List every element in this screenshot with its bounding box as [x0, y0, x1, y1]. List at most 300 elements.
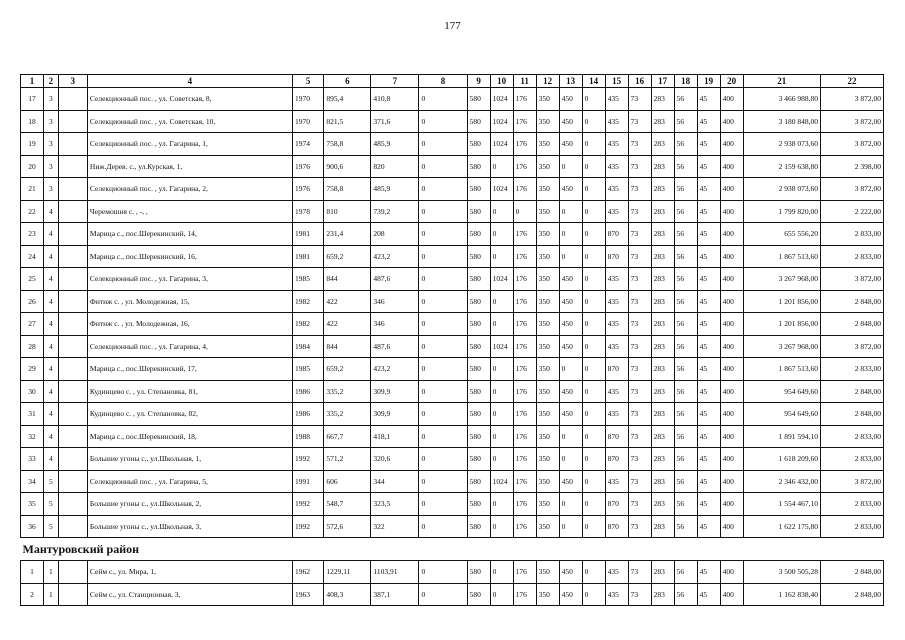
table-cell: 1985	[292, 268, 323, 291]
table-cell: 23	[21, 223, 44, 246]
table-cell: 1970	[292, 110, 323, 133]
table-cell: 435	[605, 561, 628, 584]
table-cell: Сейм с., ул. Мира, 1,	[87, 561, 292, 584]
table-cell: 3	[44, 88, 59, 111]
table-cell: 571,2	[324, 448, 371, 471]
table-cell: 3 872,00	[821, 268, 884, 291]
table-cell: 283	[651, 448, 674, 471]
table-cell: 18	[21, 110, 44, 133]
table-cell: 870	[605, 448, 628, 471]
table-cell: 4	[44, 268, 59, 291]
table-cell: 45	[697, 403, 720, 426]
table-cell: 410,8	[371, 88, 419, 111]
table-cell: 1988	[292, 425, 323, 448]
table-cell: 73	[628, 155, 651, 178]
table-cell: 0	[559, 200, 582, 223]
table-cell: 0	[582, 133, 605, 156]
table-cell: 895,4	[324, 88, 371, 111]
table-cell: 1024	[490, 178, 513, 201]
table-cell: 309,9	[371, 403, 419, 426]
table-cell: 0	[419, 200, 467, 223]
table-row	[21, 448, 884, 471]
table-cell: 283	[651, 133, 674, 156]
table-cell: Селекционный пос. , ул. Гагарина, 4,	[87, 335, 292, 358]
table-cell: 870	[605, 425, 628, 448]
table-cell: 400	[720, 155, 743, 178]
table-cell: 580	[467, 223, 490, 246]
table-cell: 0	[419, 335, 467, 358]
table-cell: 400	[720, 335, 743, 358]
table-cell: 400	[720, 583, 743, 606]
table-cell: 400	[720, 403, 743, 426]
table-cell: 0	[490, 313, 513, 336]
table-cell: 346	[371, 313, 419, 336]
table-row	[21, 583, 884, 606]
table-cell: 1 618 209,60	[743, 448, 820, 471]
table-cell: 870	[605, 245, 628, 268]
table-cell: 580	[467, 380, 490, 403]
table-cell: Марица с., пос.Шерекинский, 16,	[87, 245, 292, 268]
table-cell: 810	[324, 200, 371, 223]
table-cell: 400	[720, 133, 743, 156]
table-cell: 580	[467, 515, 490, 538]
table-cell: 350	[536, 200, 559, 223]
table-row	[21, 110, 884, 133]
table-cell: 73	[628, 223, 651, 246]
table-cell: 45	[697, 425, 720, 448]
table-cell: 580	[467, 200, 490, 223]
table-cell: 45	[697, 313, 720, 336]
table-cell: 283	[651, 178, 674, 201]
table-cell: 56	[674, 515, 697, 538]
table-cell: 1 201 856,00	[743, 290, 820, 313]
table-cell: 56	[674, 245, 697, 268]
table-cell: 3 267 968,00	[743, 335, 820, 358]
table-cell: 0	[582, 448, 605, 471]
table-cell: 322	[371, 515, 419, 538]
table-cell: 3	[44, 155, 59, 178]
table-cell: 954 649,60	[743, 403, 820, 426]
table-cell: 0	[582, 88, 605, 111]
table-cell: 0	[582, 290, 605, 313]
table-cell: 400	[720, 358, 743, 381]
table-cell: 870	[605, 493, 628, 516]
column-header: 19	[697, 75, 720, 88]
table-cell: 450	[559, 133, 582, 156]
table-cell: 580	[467, 493, 490, 516]
table-cell: 423,2	[371, 245, 419, 268]
table-cell: 2 833,00	[821, 448, 884, 471]
table-cell: 45	[697, 178, 720, 201]
table-cell: 5	[44, 493, 59, 516]
table-cell: 56	[674, 133, 697, 156]
table-cell: 2 938 073,60	[743, 133, 820, 156]
table-cell: 2 848,00	[821, 403, 884, 426]
table-cell: 0	[419, 448, 467, 471]
table-cell: 435	[605, 335, 628, 358]
table-cell: 0	[582, 561, 605, 584]
table-cell: 1024	[490, 470, 513, 493]
table-cell: 1991	[292, 470, 323, 493]
table-row	[21, 200, 884, 223]
table-cell: 45	[697, 133, 720, 156]
buildings-table	[20, 74, 884, 606]
table-cell: 4	[44, 425, 59, 448]
table-row	[21, 133, 884, 156]
table-cell: 45	[697, 88, 720, 111]
table-cell: 0	[419, 313, 467, 336]
table-cell: 73	[628, 380, 651, 403]
column-header: 14	[582, 75, 605, 88]
table-body	[21, 88, 884, 606]
table-cell: 2 346 432,00	[743, 470, 820, 493]
table-cell	[58, 110, 87, 133]
table-cell: 400	[720, 515, 743, 538]
table-cell: 3	[44, 133, 59, 156]
table-cell	[58, 245, 87, 268]
table-cell: 0	[559, 155, 582, 178]
table-cell: 572,6	[324, 515, 371, 538]
table-cell: 0	[582, 358, 605, 381]
table-cell: 0	[559, 425, 582, 448]
table-cell: 350	[536, 561, 559, 584]
table-cell: 73	[628, 245, 651, 268]
table-cell: 659,2	[324, 245, 371, 268]
table-cell	[58, 515, 87, 538]
table-cell: 176	[513, 88, 536, 111]
table-cell	[58, 561, 87, 584]
table-cell: 0	[490, 358, 513, 381]
table-cell: 73	[628, 290, 651, 313]
column-header: 7	[371, 75, 419, 88]
table-cell: 4	[44, 358, 59, 381]
table-cell: 400	[720, 425, 743, 448]
table-cell: 580	[467, 313, 490, 336]
table-cell: 283	[651, 223, 674, 246]
table-cell: 0	[419, 380, 467, 403]
table-cell: 1962	[292, 561, 323, 584]
table-cell: 2 833,00	[821, 245, 884, 268]
table-cell	[58, 223, 87, 246]
table-cell: 17	[21, 88, 44, 111]
table-cell: 56	[674, 425, 697, 448]
table-row	[21, 493, 884, 516]
table-cell: 283	[651, 583, 674, 606]
table-cell: 0	[490, 223, 513, 246]
table-cell: 2	[21, 583, 44, 606]
table-cell: 1 891 594,10	[743, 425, 820, 448]
table-cell: 739,2	[371, 200, 419, 223]
table-cell: 450	[559, 110, 582, 133]
table-cell: 548,7	[324, 493, 371, 516]
table-cell: 323,5	[371, 493, 419, 516]
table-cell: 667,7	[324, 425, 371, 448]
table-cell: 435	[605, 290, 628, 313]
table-cell: 0	[419, 515, 467, 538]
table-cell: 350	[536, 335, 559, 358]
table-row	[21, 425, 884, 448]
column-header: 6	[324, 75, 371, 88]
table-cell	[58, 268, 87, 291]
table-cell: 208	[371, 223, 419, 246]
table-cell: 283	[651, 335, 674, 358]
table-cell: 25	[21, 268, 44, 291]
table-cell: 3 466 988,80	[743, 88, 820, 111]
table-cell: 176	[513, 110, 536, 133]
table-cell: 1981	[292, 245, 323, 268]
column-header: 20	[720, 75, 743, 88]
table-cell: 0	[419, 223, 467, 246]
table-cell: 73	[628, 493, 651, 516]
table-cell: 435	[605, 200, 628, 223]
table-cell: 27	[21, 313, 44, 336]
table-cell	[58, 313, 87, 336]
table-cell: 45	[697, 358, 720, 381]
table-cell: Большие угоны с., ул.Школьная, 1,	[87, 448, 292, 471]
table-cell: 371,6	[371, 110, 419, 133]
table-cell: 1 554 467,10	[743, 493, 820, 516]
table-cell: 400	[720, 493, 743, 516]
table-cell: 283	[651, 200, 674, 223]
table-cell: 580	[467, 268, 490, 291]
table-cell: 283	[651, 245, 674, 268]
column-header: 4	[87, 75, 292, 88]
column-header: 11	[513, 75, 536, 88]
table-cell: 435	[605, 178, 628, 201]
table-cell: Большие угоны с., ул.Школьная, 3,	[87, 515, 292, 538]
table-cell: 580	[467, 110, 490, 133]
table-cell: 176	[513, 335, 536, 358]
table-cell: 0	[419, 493, 467, 516]
table-cell: 0	[419, 178, 467, 201]
table-cell: 73	[628, 561, 651, 584]
table-cell: 350	[536, 380, 559, 403]
table-cell: 350	[536, 110, 559, 133]
table-cell: 485,9	[371, 133, 419, 156]
table-cell: 45	[697, 268, 720, 291]
table-cell: 400	[720, 313, 743, 336]
table-cell: 344	[371, 470, 419, 493]
table-cell: 435	[605, 583, 628, 606]
table-cell: 1103,91	[371, 561, 419, 584]
column-header: 12	[536, 75, 559, 88]
table-cell: 0	[582, 200, 605, 223]
table-cell	[58, 155, 87, 178]
table-cell: 56	[674, 470, 697, 493]
table-cell: 176	[513, 358, 536, 381]
table-cell: 350	[536, 448, 559, 471]
table-row	[21, 470, 884, 493]
table-cell: 4	[44, 290, 59, 313]
table-cell: 73	[628, 178, 651, 201]
table-cell: 56	[674, 493, 697, 516]
table-row	[21, 178, 884, 201]
table-cell: 350	[536, 403, 559, 426]
table-cell: 335,2	[324, 403, 371, 426]
table-cell: 0	[559, 223, 582, 246]
table-cell: 283	[651, 493, 674, 516]
table-cell: 0	[490, 583, 513, 606]
table-cell: 0	[490, 403, 513, 426]
table-cell: 2 159 638,80	[743, 155, 820, 178]
table-cell: 580	[467, 155, 490, 178]
table-cell: 32	[21, 425, 44, 448]
table-cell: 821,5	[324, 110, 371, 133]
table-cell: 0	[490, 155, 513, 178]
table-cell: 73	[628, 425, 651, 448]
column-header: 2	[44, 75, 59, 88]
table-cell: 350	[536, 155, 559, 178]
table-cell: 0	[582, 493, 605, 516]
table-cell: 435	[605, 268, 628, 291]
table-cell: 45	[697, 493, 720, 516]
table-cell: 73	[628, 403, 651, 426]
table-cell: 0	[490, 380, 513, 403]
table-cell: 283	[651, 155, 674, 178]
table-row	[21, 223, 884, 246]
table-cell: 19	[21, 133, 44, 156]
table-cell: 2 848,00	[821, 380, 884, 403]
table-cell: 4	[44, 335, 59, 358]
table-cell: 56	[674, 561, 697, 584]
table-cell	[58, 335, 87, 358]
table-cell: 1229,11	[324, 561, 371, 584]
table-cell: 0	[419, 425, 467, 448]
table-cell: 0	[419, 110, 467, 133]
table-cell: 45	[697, 223, 720, 246]
table-cell: 350	[536, 223, 559, 246]
table-cell	[58, 583, 87, 606]
table-cell: Ниж.Дерев. с., ул.Курская, 1,	[87, 155, 292, 178]
table-cell: 176	[513, 155, 536, 178]
table-row	[21, 155, 884, 178]
table-cell: 870	[605, 358, 628, 381]
table-cell: 176	[513, 561, 536, 584]
table-cell: 56	[674, 403, 697, 426]
table-cell: 450	[559, 403, 582, 426]
table-cell: 56	[674, 380, 697, 403]
table-cell: 400	[720, 448, 743, 471]
table-cell: 0	[582, 178, 605, 201]
table-cell: 400	[720, 200, 743, 223]
table-cell: 56	[674, 313, 697, 336]
table-cell: 0	[559, 515, 582, 538]
table-cell: 350	[536, 583, 559, 606]
table-cell: 400	[720, 110, 743, 133]
table-cell: 0	[582, 515, 605, 538]
table-cell: 0	[419, 358, 467, 381]
table-cell: 870	[605, 223, 628, 246]
column-header: 21	[743, 75, 820, 88]
table-cell: Черемошня с. , -, ,	[87, 200, 292, 223]
table-cell: 3 872,00	[821, 88, 884, 111]
table-cell: 0	[490, 290, 513, 313]
table-cell: Марица с., пос.Шерекинский, 14,	[87, 223, 292, 246]
table-cell: 350	[536, 133, 559, 156]
table-cell: 758,8	[324, 133, 371, 156]
table-cell: 0	[419, 583, 467, 606]
table-cell: Селекционный пос. , ул. Гагарина, 5,	[87, 470, 292, 493]
table-cell: 0	[419, 290, 467, 313]
table-cell: 2 222,00	[821, 200, 884, 223]
table-cell: 2 833,00	[821, 515, 884, 538]
table-cell: 435	[605, 110, 628, 133]
column-header: 10	[490, 75, 513, 88]
table-cell: 283	[651, 110, 674, 133]
table-cell: 580	[467, 358, 490, 381]
table-header-row	[21, 75, 884, 88]
table-cell: 435	[605, 155, 628, 178]
table-cell: 73	[628, 110, 651, 133]
table-cell: 1982	[292, 290, 323, 313]
table-cell: 73	[628, 88, 651, 111]
table-cell: 35	[21, 493, 44, 516]
table-cell: 400	[720, 268, 743, 291]
page-number: 177	[444, 20, 461, 32]
table-cell: 4	[44, 380, 59, 403]
table-cell: 283	[651, 88, 674, 111]
table-cell: Селекционный пос. , ул. Гагарина, 2,	[87, 178, 292, 201]
column-header: 3	[58, 75, 87, 88]
table-cell: 283	[651, 425, 674, 448]
table-cell: 176	[513, 470, 536, 493]
table-cell: 387,1	[371, 583, 419, 606]
table-cell: 29	[21, 358, 44, 381]
table-cell: 56	[674, 290, 697, 313]
table-cell: 435	[605, 313, 628, 336]
table-cell: 283	[651, 470, 674, 493]
table-cell: 1974	[292, 133, 323, 156]
table-cell: 400	[720, 561, 743, 584]
table-cell: 0	[419, 245, 467, 268]
table-cell: 350	[536, 493, 559, 516]
table-cell: 844	[324, 335, 371, 358]
table-cell: 400	[720, 470, 743, 493]
column-header: 16	[628, 75, 651, 88]
table-cell: 435	[605, 470, 628, 493]
table-cell: 487,6	[371, 268, 419, 291]
table-cell: 176	[513, 403, 536, 426]
table-cell: 408,3	[324, 583, 371, 606]
table-cell: 56	[674, 178, 697, 201]
table-cell: 435	[605, 133, 628, 156]
table-row	[21, 358, 884, 381]
table-cell: 2 848,00	[821, 290, 884, 313]
table-cell: 400	[720, 88, 743, 111]
table-cell: 1	[44, 583, 59, 606]
table-cell: 1024	[490, 88, 513, 111]
table-cell: 1976	[292, 155, 323, 178]
table-cell: 33	[21, 448, 44, 471]
table-cell: 2 833,00	[821, 493, 884, 516]
column-header: 18	[674, 75, 697, 88]
table-cell: Фитиж с. , ул. Молодежная, 15,	[87, 290, 292, 313]
table-cell: Марица с., пос.Шерекинский, 17,	[87, 358, 292, 381]
table-cell: 1992	[292, 448, 323, 471]
table-cell: 758,8	[324, 178, 371, 201]
table-cell: Селекционный пос. , ул. Гагарина, 1,	[87, 133, 292, 156]
table-cell: Кудинцево с. , ул. Степановка, 81,	[87, 380, 292, 403]
table-cell: 580	[467, 88, 490, 111]
table-cell: 0	[582, 583, 605, 606]
table-cell	[58, 178, 87, 201]
table-cell: 435	[605, 403, 628, 426]
table-cell: 580	[467, 335, 490, 358]
table-cell: 45	[697, 110, 720, 133]
table-cell: 283	[651, 561, 674, 584]
table-cell: 1 799 820,00	[743, 200, 820, 223]
table-cell: 3 872,00	[821, 178, 884, 201]
